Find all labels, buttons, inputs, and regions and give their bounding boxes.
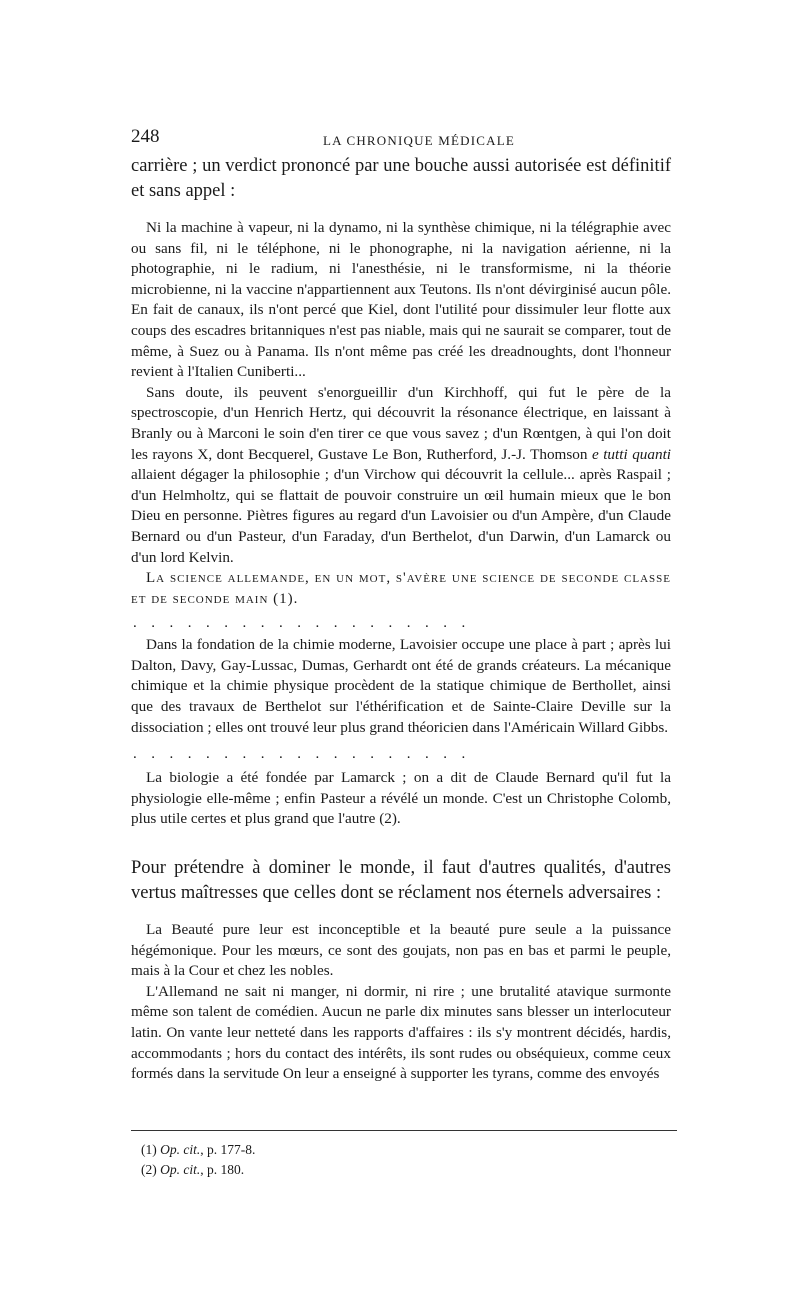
quote-paragraph-2: [131, 383, 671, 568]
quote-text: allaient dégager la philosophie ; d'un Virchow qui découvrit la cellule... après Raspail ; d'un Helmholtz, qui se flattait de pouvoir construire un œil humain mieux que le bon Dieu en personne. Piètres figures au regard d'un Lavoisier ou d'un Ampère, d'un Claude Bernard ou d'un Pasteur, d'un Faraday, d'un Berthelot, d'un Darwin, d'un Lamarck ou d'un lord Kelvin.: [131, 466, 671, 566]
small-caps-conclusion: La science allemande, en un mot, s'avère une science de seconde classe et de seconde main (1).: [131, 570, 671, 607]
quote-paragraph-3: Dans la fondation de la chimie moderne, Lavoisier occupe une place à part ; après lui Dalton, Davy, Gay-Lussac, Dumas, Gerhardt ont été de grands créateurs. La mécanique chimique et la chimie physique procèdent de la statique chimique de Berthollet, ainsi que des travaux de Berthelot sur l'éthérification et de Sainte-Claire Deville sur la dissociation ; elles ont trouvé leur plus grand théoricien dans l'Américain Willard Gibbs.: [131, 636, 671, 736]
quote-paragraph-4: La biologie a été fondée par Lamarck ; on a dit de Claude Bernard qu'il fut la physiologie elle-même ; enfin Pasteur a révélé un monde. C'est un Christophe Colomb, plus utile certes et plus grand que l'autre (2).: [131, 769, 671, 828]
quote-text: Sans doute, ils peuvent s'enorgueillir d'un Kirchhoff, qui fut le père de la spectroscopie, d'un Henrich Hertz, qui découvrit la résonance électrique, en laissant à Branly ou à Marconi le soin d'en tirer ce que vous savez ; d'un Rœntgen, à qui l'on doit les rayons X, dont Becquerel, Gustave Le Bon, Rutherford, J.-J. Thomson: [131, 383, 671, 463]
footnote: (1) Op. cit., p. 177-8.: [141, 1142, 256, 1157]
lead-paragraph: carrière ; un verdict prononcé par une bouche aussi autorisée est définitif et sans appel :: [131, 156, 671, 201]
footnote-divider: [131, 1130, 677, 1131]
document-page: [131, 120, 672, 1177]
page-number: 248: [131, 126, 160, 147]
ellipsis-separator: ...................: [133, 746, 480, 763]
quote-paragraph-1: Ni la machine à vapeur, ni la dynamo, ni la synthèse chimique, ni la télégraphie avec ou sans fil, ni le téléphone, ni le phonographe, ni la navigation aérienne, ni la photographie, ni le radium, ni l'anesthésie, ni le transformisme, ni la théorie microbienne, ni la vaccine n'appartiennent aux Teutons. Ils n'ont dévirginisé aucun pôle. En fait de canaux, ils n'ont percé que Kiel, dont l'utilité pour dissimuler leur flotte aux coups des escadres britanniques n'est pas niable, mais qui ne saurait se comparer, tout de même, à Suez ou à Panama. Ils n'ont même pas créé les dreadnoughts, dont l'honneur revient à l'Italien Cuniberti...: [131, 219, 671, 381]
italic-phrase: e tutti quanti: [591, 445, 672, 463]
footnotes: [141, 1140, 255, 1180]
ellipsis-separator: ...................: [133, 615, 480, 632]
quoted-passage: [131, 218, 671, 830]
footnote: (2) Op. cit., p. 180.: [141, 1162, 245, 1177]
quote2-paragraph-1: La Beauté pure leur est inconceptible et la beauté pure seule a la puissance hégémonique. Pour les mœurs, ce sont des goujats, non pas en bas et parmi le peuple, mais à la Cour et chez les nobles.: [131, 921, 671, 980]
running-title: LA CHRONIQUE MÉDICALE: [322, 133, 516, 148]
quoted-passage-2: [131, 920, 671, 1085]
page-header: [131, 120, 671, 154]
lead-paragraph-2: Pour prétendre à dominer le monde, il faut d'autres qualités, d'autres vertus maîtresses que celles dont se réclament nos éternels adversaires :: [131, 858, 671, 904]
quote2-paragraph-2: L'Allemand ne sait ni manger, ni dormir, ni rire ; une brutalité atavique surmonte même son talent de comédien. Aucun ne parle dix minutes sans blesser un interlocuteur latin. On vante leur netteté dans les rapports d'affaires : ils s'y montrent décidés, hardis, accommodants ; hors du contact des intérêts, ils sont rudes ou obséquieux, comme ceux formés dans la servitude On leur a enseigné à supporter les tyrans, comme des envoyés: [131, 982, 671, 1083]
